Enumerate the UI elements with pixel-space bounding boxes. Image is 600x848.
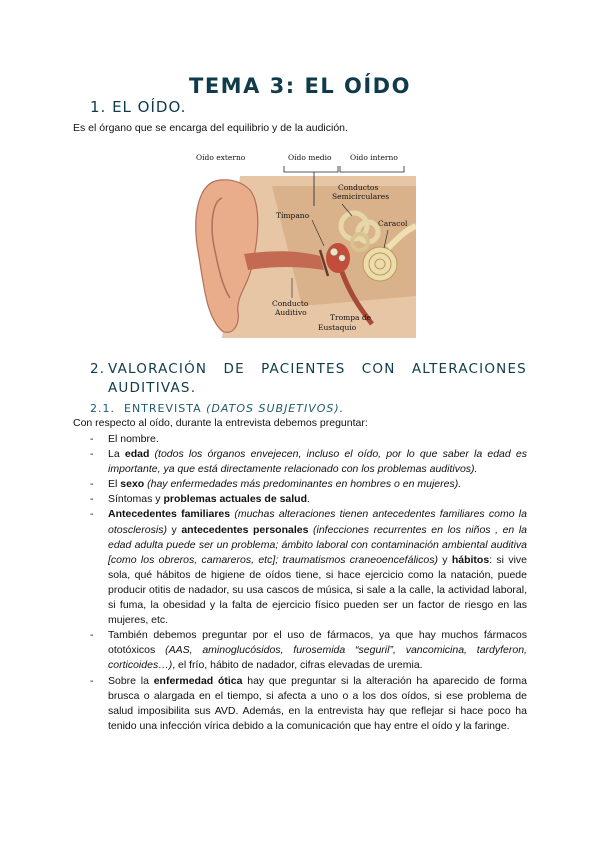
section-2-word-4: CON xyxy=(361,361,396,377)
subsection-title: ENTREVISTA xyxy=(124,402,202,415)
label-canal-1: Conducto xyxy=(272,299,309,308)
section-2-number: 2. xyxy=(90,361,106,377)
section-2-word-2: DE xyxy=(223,361,245,377)
section-2-heading xyxy=(90,360,527,398)
ear-anatomy-figure xyxy=(192,146,416,338)
label-outer-ear: Oído externo xyxy=(196,153,246,162)
label-middle-ear: Oído medio xyxy=(288,153,332,162)
label-tube-2: Eustaquio xyxy=(318,323,357,332)
list-item: - Síntomas y problemas actuales de salud. xyxy=(90,492,527,507)
page-title: TEMA 3: EL OÍDO xyxy=(189,74,411,98)
label-inner-ear: Oído interno xyxy=(350,153,398,162)
label-cochlea: Caracol xyxy=(378,219,408,228)
section-2-word-5: ALTERACIONES xyxy=(411,361,527,377)
inner-ear-bracket xyxy=(340,166,404,172)
label-canals-2: Semicirculares xyxy=(332,192,390,201)
label-eardrum: Tímpano xyxy=(276,211,310,220)
cochlea xyxy=(363,247,397,281)
label-tube-1: Trompa de xyxy=(330,313,372,322)
ear-anatomy-illustration xyxy=(192,146,416,338)
subsection-2-1-heading xyxy=(90,402,344,415)
list-item: - El nombre. xyxy=(90,432,527,447)
ossicle-malleus xyxy=(330,248,338,256)
section-1-heading: 1. EL OÍDO. xyxy=(90,98,187,116)
section-1-intro: Es el órgano que se encarga del equilibrio y de la audición. xyxy=(73,122,348,134)
interview-lead: Con respecto al oído, durante la entrevista debemos preguntar: xyxy=(73,417,368,429)
label-canal-2: Auditivo xyxy=(275,308,307,317)
list-item: - Antecedentes familiares (muchas alteraciones tienen antecedentes familiares como la otosclerosis) y antecedentes personales (infecciones recurrentes en los niños , en la edad adulta puede ser un problema; ámbito laboral con contaminación ambiental auditiva [como los obreros, camareros, etc]; traumatismos craneoencefálicos) y hábitos: si vive sola, qué hábitos de higiene de oídos tiene, si hace ejercicio como la natación, puede producir otitis de nadador, su usa cascos de música, si sale a la calle, la actividad laboral, si fuma, la obesidad y la falta de ejercicio físico pueden ser un factor de riesgo en las mujeres, etc. xyxy=(90,507,527,628)
list-item: - También debemos preguntar por el uso de fármacos, ya que hay muchos fármacos ototóxicos (AAS, aminoglucósidos, furosemida “seguril”, vancomicina, tardyferon, corticoides…), el frío, hábito de nadador, cifras elevadas de uremia. xyxy=(90,628,527,673)
section-2-word-3: PACIENTES xyxy=(261,361,346,377)
ossicle-incus xyxy=(339,255,346,262)
interview-bullet-list xyxy=(90,432,527,734)
label-canals-1: Conductos xyxy=(338,183,379,192)
subsection-title-italic: (DATOS SUBJETIVOS). xyxy=(206,402,345,415)
middle-ear-cavity xyxy=(326,243,350,273)
subsection-number: 2.1. xyxy=(90,402,115,415)
list-item: - El sexo (hay enfermedades más predominantes en hombres o en mujeres). xyxy=(90,477,527,492)
list-item: - La edad (todos los órganos envejecen, incluso el oído, por lo que saber la edad es importante, ya que está directamente relacionado con los problemas auditivos). xyxy=(90,447,527,477)
list-item: - Sobre la enfermedad ótica hay que preguntar si la alteración ha aparecido de forma brusca o alargada en el tiempo, si afecta a uno o a los dos oídos, si ese problema de salud imposibilita sus AVD. Además, en la entrevista hay que reflejar si hace poco ha tenido una infección vírica debido a la comunicación que hay entre el oído y la faringe. xyxy=(90,674,527,734)
outer-ear-bracket xyxy=(284,166,338,172)
section-2-heading-line-2: AUDITIVAS. xyxy=(108,380,197,396)
section-2-word-1: VALORACIÓN xyxy=(108,361,208,377)
